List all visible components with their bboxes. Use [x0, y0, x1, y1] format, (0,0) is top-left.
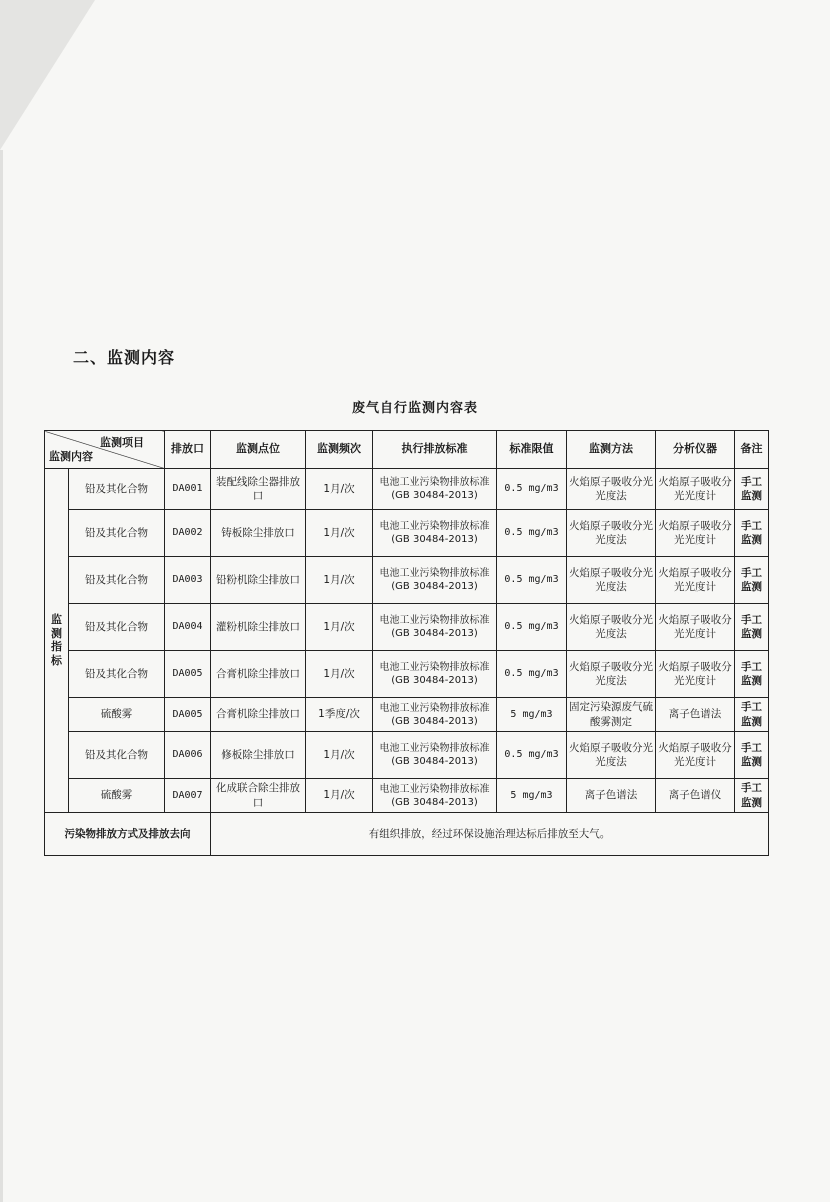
cell-standard: 电池工业污染物排放标准(GB 30484-2013): [373, 604, 497, 651]
header-standard: 执行排放标准: [373, 431, 497, 469]
table-row: [45, 779, 769, 813]
header-remark: 备注: [735, 431, 769, 469]
cell-frequency: 1月/次: [306, 604, 373, 651]
cell-outlet: DA005: [165, 698, 211, 732]
cell-instrument: 火焰原子吸收分光光度计: [656, 604, 735, 651]
cell-point: 装配线除尘器排放口: [211, 469, 306, 510]
cell-instrument: 火焰原子吸收分光光度计: [656, 651, 735, 698]
header-monitoring-item: 监测项目: [100, 436, 144, 449]
cell-remark: 手工监测: [735, 779, 769, 813]
cell-item: 铅及其化合物: [69, 604, 165, 651]
table-row: [45, 557, 769, 604]
cell-instrument: 火焰原子吸收分光光度计: [656, 510, 735, 557]
table-title: 废气自行监测内容表: [351, 401, 478, 416]
header-monitoring-content: 监测内容: [49, 450, 93, 464]
table-row: [45, 651, 769, 698]
cell-standard: 电池工业污染物排放标准(GB 30484-2013): [373, 510, 497, 557]
table-row: [45, 469, 769, 510]
footer-label: 污染物排放方式及排放去向: [45, 813, 211, 856]
cell-standard: 电池工业污染物排放标准(GB 30484-2013): [373, 557, 497, 604]
cell-frequency: 1月/次: [306, 510, 373, 557]
table-row: [45, 510, 769, 557]
cell-remark: 手工监测: [735, 651, 769, 698]
cell-outlet: DA007: [165, 779, 211, 813]
cell-standard: 电池工业污染物排放标准(GB 30484-2013): [373, 732, 497, 779]
cell-remark: 手工监测: [735, 698, 769, 732]
cell-standard: 电池工业污染物排放标准(GB 30484-2013): [373, 651, 497, 698]
side-label-cell: [45, 469, 69, 813]
cell-frequency: 1月/次: [306, 469, 373, 510]
cell-point: 合膏机除尘排放口: [211, 698, 306, 732]
header-diagonal-cell: [45, 431, 165, 469]
cell-limit: 0.5 mg/m3: [497, 651, 567, 698]
cell-method: 火焰原子吸收分光光度法: [567, 732, 656, 779]
cell-item: 铅及其化合物: [69, 557, 165, 604]
monitoring-table: [44, 430, 769, 856]
cell-instrument: 火焰原子吸收分光光度计: [656, 732, 735, 779]
cell-method: 火焰原子吸收分光光度法: [567, 469, 656, 510]
cell-frequency: 1月/次: [306, 651, 373, 698]
cell-outlet: DA001: [165, 469, 211, 510]
cell-item: 铅及其化合物: [69, 510, 165, 557]
cell-limit: 0.5 mg/m3: [497, 557, 567, 604]
cell-limit: 0.5 mg/m3: [497, 469, 567, 510]
cell-method: 火焰原子吸收分光光度法: [567, 604, 656, 651]
cell-outlet: DA005: [165, 651, 211, 698]
cell-method: 离子色谱法: [567, 779, 656, 813]
table-row: [45, 698, 769, 732]
cell-method: 火焰原子吸收分光光度法: [567, 557, 656, 604]
cell-item: 硫酸雾: [69, 698, 165, 732]
cell-limit: 0.5 mg/m3: [497, 510, 567, 557]
cell-method: 火焰原子吸收分光光度法: [567, 651, 656, 698]
cell-frequency: 1月/次: [306, 779, 373, 813]
cell-remark: 手工监测: [735, 732, 769, 779]
header-point: 监测点位: [211, 431, 306, 469]
header-outlet: 排放口: [165, 431, 211, 469]
cell-method: 固定污染源废气硫酸雾测定: [567, 698, 656, 732]
cell-remark: 手工监测: [735, 604, 769, 651]
table-row: [45, 732, 769, 779]
cell-point: 铸板除尘排放口: [211, 510, 306, 557]
cell-item: 铅及其化合物: [69, 469, 165, 510]
cell-frequency: 1月/次: [306, 557, 373, 604]
cell-standard: 电池工业污染物排放标准(GB 30484-2013): [373, 469, 497, 510]
cell-remark: 手工监测: [735, 557, 769, 604]
cell-instrument: 离子色谱仪: [656, 779, 735, 813]
cell-outlet: DA004: [165, 604, 211, 651]
cell-limit: 0.5 mg/m3: [497, 732, 567, 779]
cell-point: 灌粉机除尘排放口: [211, 604, 306, 651]
cell-item: 铅及其化合物: [69, 651, 165, 698]
cell-point: 铅粉机除尘排放口: [211, 557, 306, 604]
cell-point: 修板除尘排放口: [211, 732, 306, 779]
cell-method: 火焰原子吸收分光光度法: [567, 510, 656, 557]
cell-frequency: 1季度/次: [306, 698, 373, 732]
table-row: [45, 604, 769, 651]
cell-outlet: DA006: [165, 732, 211, 779]
cell-point: 合膏机除尘排放口: [211, 651, 306, 698]
header-limit: 标准限值: [497, 431, 567, 469]
cell-item: 硫酸雾: [69, 779, 165, 813]
page-corner-shadow: [0, 0, 95, 150]
header-method: 监测方法: [567, 431, 656, 469]
cell-limit: 5 mg/m3: [497, 779, 567, 813]
cell-item: 铅及其化合物: [69, 732, 165, 779]
cell-remark: 手工监测: [735, 469, 769, 510]
cell-instrument: 火焰原子吸收分光光度计: [656, 557, 735, 604]
cell-remark: 手工监测: [735, 510, 769, 557]
footer-text: 有组织排放，经过环保设施治理达标后排放至大气。: [211, 813, 769, 856]
cell-limit: 0.5 mg/m3: [497, 604, 567, 651]
cell-limit: 5 mg/m3: [497, 698, 567, 732]
side-label: 监测指标: [51, 612, 62, 668]
cell-outlet: DA003: [165, 557, 211, 604]
cell-instrument: 火焰原子吸收分光光度计: [656, 469, 735, 510]
cell-standard: 电池工业污染物排放标准(GB 30484-2013): [373, 698, 497, 732]
cell-standard: 电池工业污染物排放标准(GB 30484-2013): [373, 779, 497, 813]
cell-outlet: DA002: [165, 510, 211, 557]
cell-instrument: 离子色谱法: [656, 698, 735, 732]
page-edge-shadow: [0, 150, 3, 1202]
cell-frequency: 1月/次: [306, 732, 373, 779]
table-header-row: [45, 431, 769, 469]
header-instrument: 分析仪器: [656, 431, 735, 469]
section-heading: 二、监测内容: [73, 348, 176, 367]
table-footer-row: [45, 813, 769, 856]
cell-point: 化成联合除尘排放口: [211, 779, 306, 813]
header-frequency: 监测频次: [306, 431, 373, 469]
